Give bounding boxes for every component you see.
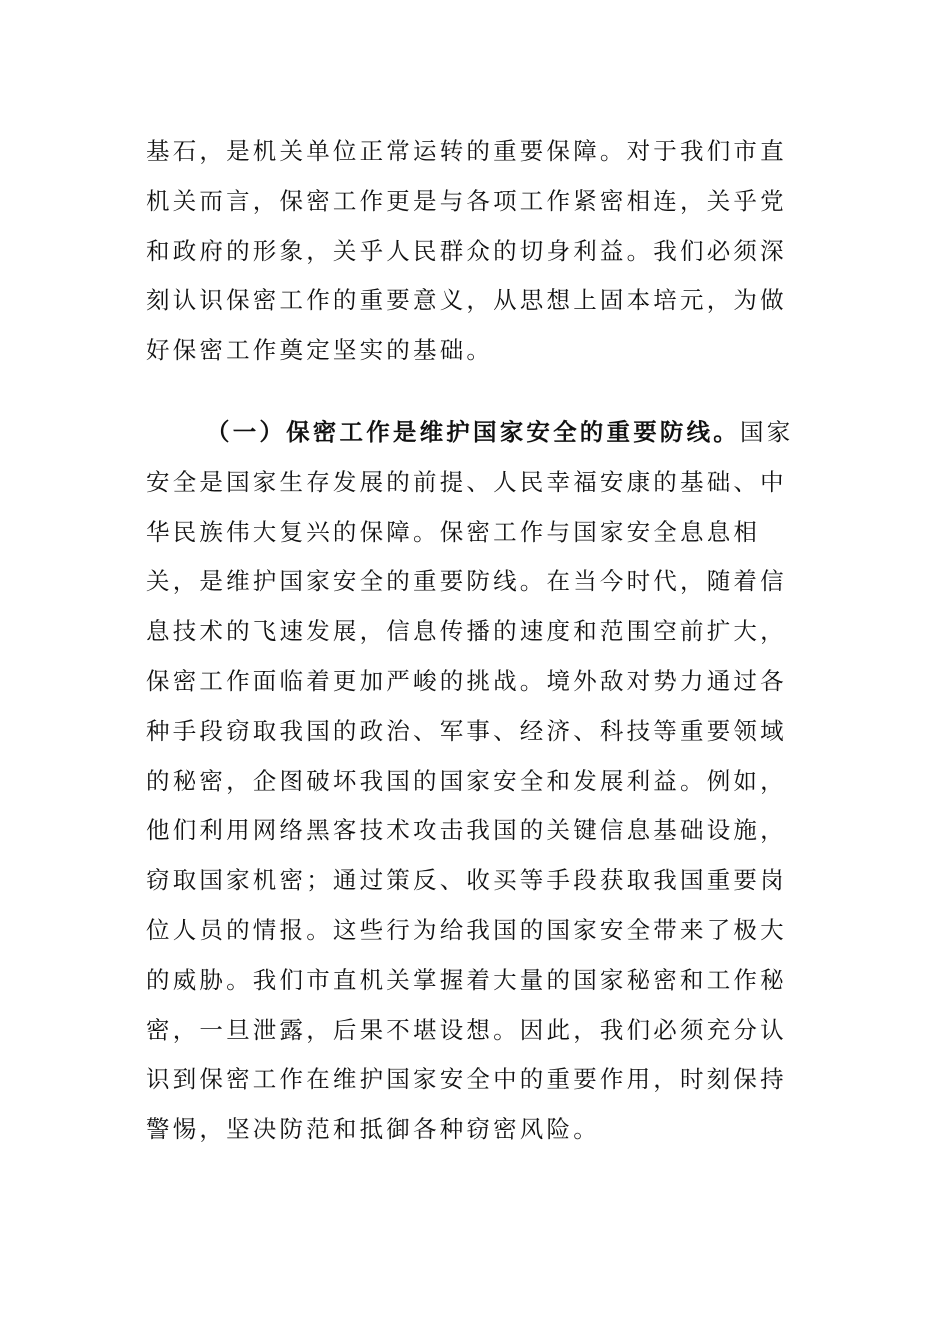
- paragraph-section-1: [146, 408, 806, 1155]
- paragraph-intro: 基石，是机关单位正常运转的重要保障。对于我们市直机关而言，保密工作更是与各项工作紧密相连，关乎党和政府的形象，关乎人民群众的切身利益。我们必须深刻认识保密工作的重要意义，从思想上固本培元，为做好保密工作奠定坚实的基础。: [146, 137, 787, 365]
- section-1-heading: （一）保密工作是维护国家安全的重要防线。: [206, 418, 740, 446]
- section-1-body: 国家安全是国家生存发展的前提、人民幸福安康的基础、中华民族伟大复兴的保障。保密工作与国家安全息息相关，是维护国家安全的重要防线。在当今时代，随着信息技术的飞速发展，信息传播的速度和范围空前扩大，保密工作面临着更加严峻的挑战。境外敌对势力通过各种手段窃取我国的政治、军事、经济、科技等重要领域的秘密，企图破坏我国的国家安全和发展利益。例如，他们利用网络黑客技术攻击我国的关键信息基础设施，窃取国家机密；通过策反、收买等手段获取我国重要岗位人员的情报。这些行为给我国的国家安全带来了极大的威胁。我们市直机关掌握着大量的国家秘密和工作秘密，一旦泄露，后果不堪设想。因此，我们必须充分认识到保密工作在维护国家安全中的重要作用，时刻保持警惕，坚决防范和抵御各种窃密风险。: [146, 418, 794, 1144]
